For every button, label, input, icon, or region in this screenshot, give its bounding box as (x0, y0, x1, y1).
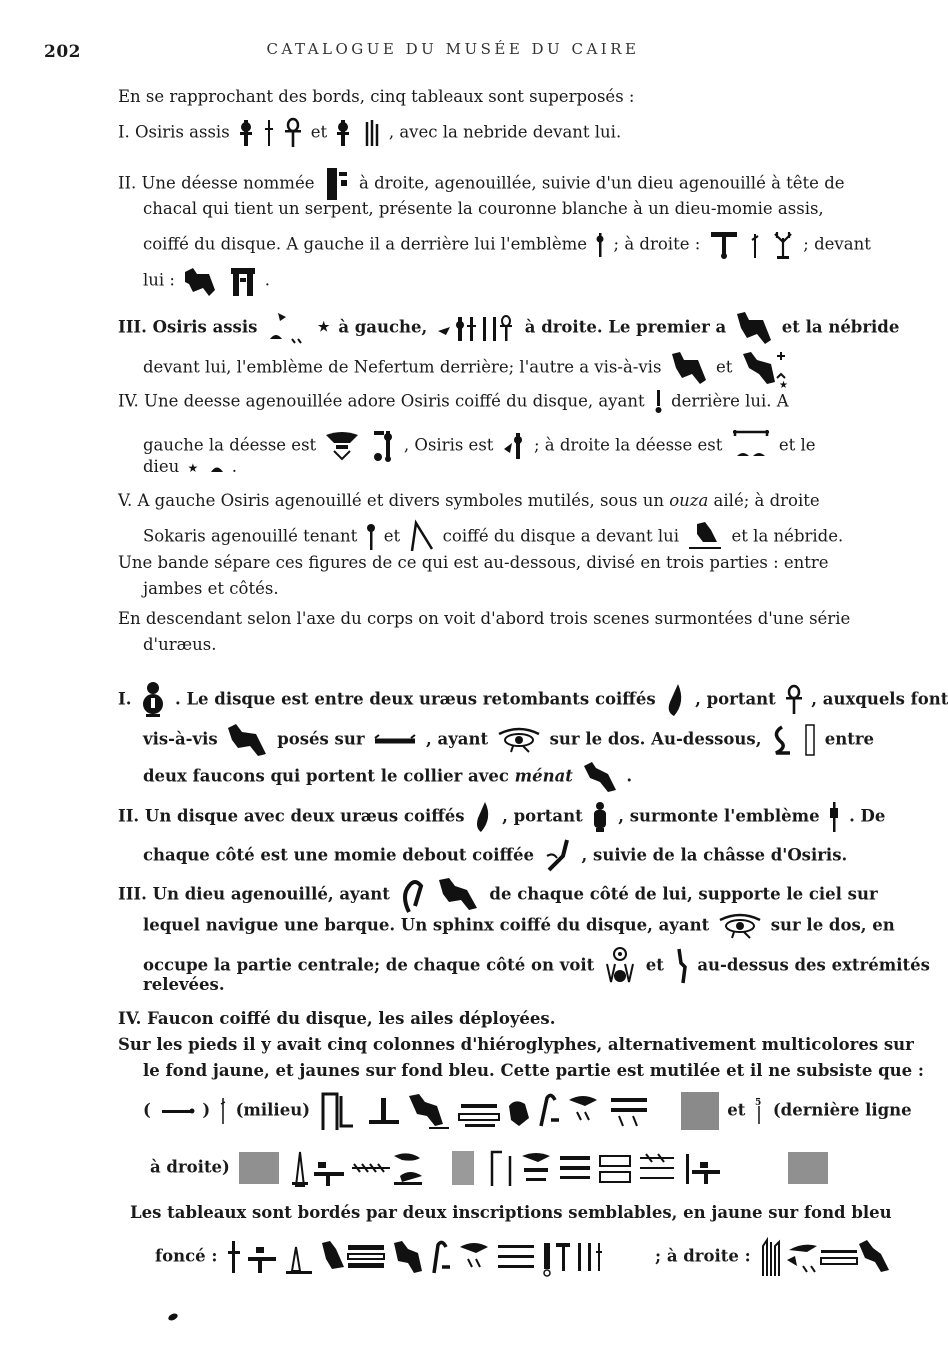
text-line: d'uræus. (143, 635, 217, 654)
ankh-icon (785, 685, 803, 715)
hieroglyph-emblem-icon (595, 231, 605, 259)
text-line: II. Un disque avec deux uræus coiffés , portant , surmonte l'emblème . De (118, 800, 885, 834)
hieroglyph-sky-icon (731, 426, 771, 466)
hieroglyph-row: à droite) (150, 1148, 831, 1188)
hieroglyph-flail-icon (408, 521, 434, 553)
hieroglyph-group-icon (603, 946, 637, 986)
running-head: CATALOGUE DU MUSÉE DU CAIRE (266, 40, 640, 58)
hieroglyph-loaf-icon (210, 463, 224, 473)
text-line: En se rapprochant des bords, cinq tableaux sont superposés : (118, 87, 635, 106)
hieroglyph-standard-icon (709, 230, 739, 260)
shrine-icon (229, 264, 257, 298)
hieroglyph-vessel-icon (324, 429, 360, 463)
text-line: jambes et côtés. (143, 579, 279, 598)
hieroglyph-feather-icon (473, 800, 493, 834)
svg-text:5: 5 (755, 1098, 762, 1108)
text-line: coiffé du disque. A gauche il a derrière lui l'emblème ; à droite : ; devant (143, 230, 871, 260)
text-line: IV. Une deesse agenouillée adore Osiris coiffé du disque, ayant derrière lui. A (118, 388, 789, 416)
text-line: Les tableaux sont bordés par deux inscriptions semblables, en jaune sur fond bleu (130, 1203, 892, 1222)
hieroglyph-reed-icon (363, 118, 381, 148)
text-line: lui : . (143, 264, 270, 298)
hieroglyph-feather-icon (664, 682, 686, 718)
hieroglyph-was-scepter-icon (265, 118, 273, 148)
hieroglyph-group-icon (502, 431, 526, 461)
hieroglyph-inscription-icon (226, 1237, 646, 1277)
text-line: chacal qui tient un serpent, présente la couronne blanche à un dieu-momie assis, (143, 199, 824, 218)
jackal-icon (670, 350, 708, 386)
hieroglyph-plant-icon (771, 230, 795, 260)
text-line: III. Un dieu agenouillé, ayant de chaque côté de lui, supporte le ciel sur (118, 876, 878, 914)
hieroglyph-mummy-icon (543, 838, 573, 874)
ankh-icon (284, 118, 302, 148)
hieroglyph-group-icon (266, 311, 306, 345)
text-line: chaque côté est une momie debout coiffée , suivie de la châsse d'Osiris. (143, 838, 847, 874)
hieroglyph-row: ( ) (milieu) et 5 (dernière ligne (143, 1090, 912, 1132)
text-line: Sokaris agenouillé tenant et coiffé du disque a devant lui et la nébride. (143, 520, 843, 554)
hieroglyph-was-scepter-icon (335, 118, 351, 148)
hieroglyph-mace-icon (366, 522, 376, 552)
uraeus-icon (140, 680, 166, 720)
text-line: III. Osiris assis ★ à gauche, à droite. Le premier a et la nébride (118, 310, 899, 346)
hieroglyph-row: foncé : ; à droite : (155, 1236, 896, 1278)
text-line: dieu ★ . (143, 456, 237, 479)
hieroglyph-bar-icon (160, 1106, 194, 1116)
text-line: IV. Faucon coiffé du disque, les ailes déployées. (118, 1009, 556, 1028)
eye-icon (497, 726, 541, 754)
text-line: le fond jaune, et jaunes sur fond bleu. Cette partie est mutilée et il ne subsiste que : (143, 1061, 924, 1080)
text-line: gauche la déesse est , Osiris est ; à droite la déesse est et le (143, 426, 816, 466)
text-line: V. A gauche Osiris agenouillé et divers symboles mutilés, sous un ouza ailé; à droite (118, 491, 820, 510)
jackal-icon (183, 264, 217, 298)
hieroglyph-inscription-icon (759, 1236, 893, 1278)
text-line: I. . Le disque est entre deux uræus retombants coiffés , portant , auxquels font (118, 680, 948, 720)
star-icon: ★ (187, 460, 199, 475)
falcon-icon (741, 348, 791, 391)
hieroglyph-reed-icon (754, 1096, 764, 1126)
ink-smudge (167, 1312, 179, 1322)
text-line: vis-à-vis posés sur , ayant sur le dos. Au-dessous, entre (143, 722, 874, 758)
hieroglyph-group-icon (687, 520, 723, 554)
hieroglyph-was-scepter-icon (238, 118, 254, 148)
jackal-icon (226, 722, 268, 758)
svg-text:★: ★ (778, 380, 788, 391)
hieroglyph-group-icon (436, 313, 516, 343)
text-line: devant lui, l'emblème de Nefertum derrière; l'autre a vis-à-vis et ★ (143, 348, 794, 388)
text-line: II. Une déesse nommée à droite, agenouillée, suivie d'un dieu agenouillé à tête de (118, 166, 845, 202)
hieroglyph-column-icon (804, 723, 816, 757)
page-number: 202 (44, 42, 81, 62)
eye-icon (718, 912, 762, 940)
lacuna-gray-block (681, 1092, 719, 1130)
hieroglyph-inscription-icon (486, 1148, 776, 1188)
text-line: En descendant selon l'axe du corps on voit d'abord trois scenes surmontées d'une série (118, 609, 851, 628)
text-line: lequel navigue une barque. Un sphinx coiffé du disque, ayant sur le dos, en (143, 912, 895, 940)
text-line: I. Osiris assis et , avec la nebride devant lui. (118, 118, 621, 148)
lacuna-gray-block (452, 1151, 474, 1185)
lacuna-gray-block (239, 1152, 279, 1184)
text-line: occupe la partie centrale; de chaque côté on voit et au-dessus des extrémités (143, 946, 930, 986)
text-line: deux faucons qui portent le collier avec ménat . (143, 760, 632, 794)
jackal-icon (735, 310, 773, 346)
hieroglyph-mat-icon (373, 733, 417, 747)
uraeus-icon (770, 723, 792, 757)
text-line: Une bande sépare ces figures de ce qui est au-dessous, divisé en trois parties : entre (118, 553, 829, 572)
hieroglyph-emblem-icon (828, 800, 840, 834)
hieroglyph-inscription-icon (319, 1090, 669, 1132)
falcon-icon (582, 760, 618, 794)
text-line: Sur les pieds il y avait cinq colonnes d'hiéroglyphes, alternativement multicolores sur (118, 1035, 914, 1054)
hieroglyph-plant-icon (673, 947, 689, 985)
hieroglyph-emblem-icon (653, 388, 663, 416)
text-line: relevées. (143, 975, 225, 994)
lacuna-gray-block (788, 1152, 828, 1184)
hieroglyph-seat-icon (323, 166, 351, 202)
hieroglyph-group-icon (399, 876, 481, 914)
star-icon: ★ (317, 320, 330, 335)
hieroglyph-vessel-icon (591, 800, 609, 834)
hieroglyph-group-icon (372, 429, 396, 463)
hieroglyph-reed-icon (219, 1096, 227, 1126)
hieroglyph-reed-icon (750, 230, 760, 260)
hieroglyph-inscription-icon (290, 1148, 440, 1188)
